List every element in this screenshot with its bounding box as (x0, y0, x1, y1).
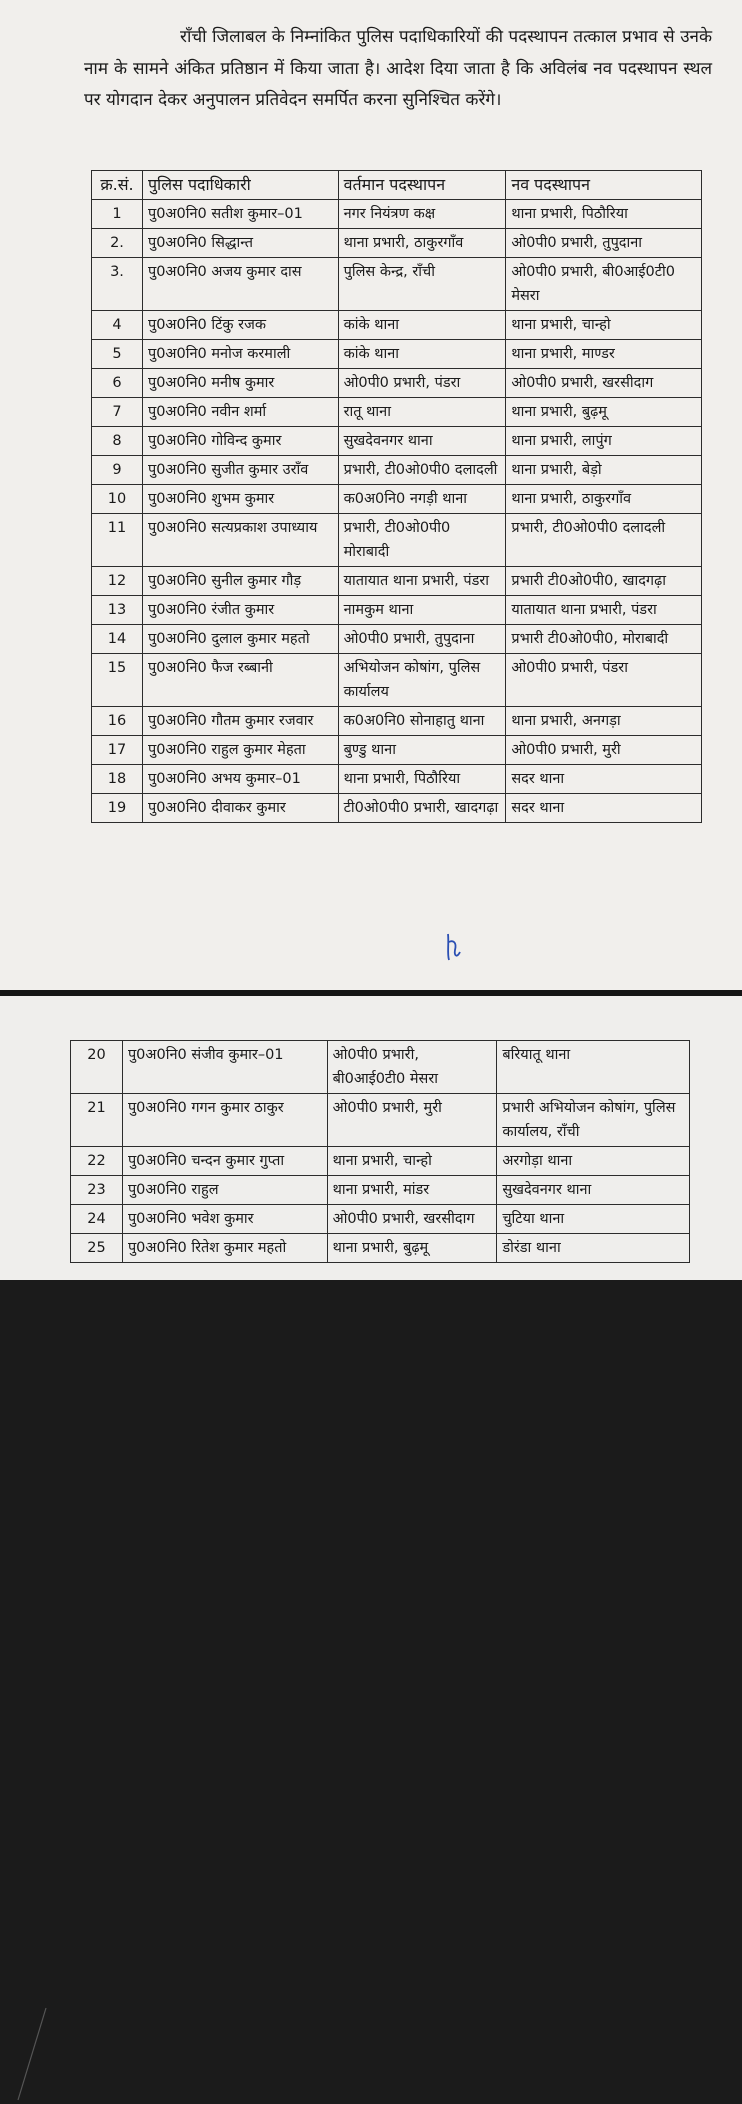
cell-officer: पु0अ0नि0 भवेश कुमार (122, 1205, 327, 1234)
table-row (92, 311, 702, 340)
header-current-posting: वर्तमान पदस्थापन (338, 171, 506, 200)
cell-current-posting: थाना प्रभारी, ठाकुरगाँव (338, 229, 506, 258)
table-row (71, 1234, 690, 1263)
cell-serial: 23 (71, 1176, 123, 1205)
document-page-2 (0, 996, 742, 1280)
cell-serial: 8 (92, 427, 143, 456)
cell-new-posting: ओ0पी0 प्रभारी, तुपुदाना (506, 229, 702, 258)
cell-new-posting: प्रभारी, टी0ओ0पी0 दलादली (506, 514, 702, 567)
cell-current-posting: थाना प्रभारी, बुढ़मू (327, 1234, 497, 1263)
cell-new-posting: प्रभारी टी0ओ0पी0, खादगढ़ा (506, 567, 702, 596)
cell-serial: 3. (92, 258, 143, 311)
signature-mark (443, 930, 463, 964)
cell-serial: 21 (71, 1094, 123, 1147)
cell-current-posting: ओ0पी0 प्रभारी, खरसीदाग (327, 1205, 497, 1234)
cell-new-posting: थाना प्रभारी, चान्हो (506, 311, 702, 340)
cell-officer: पु0अ0नि0 टिंकु रजक (142, 311, 338, 340)
table-row (71, 1041, 690, 1094)
cell-current-posting: थाना प्रभारी, चान्हो (327, 1147, 497, 1176)
cell-current-posting: नगर नियंत्रण कक्ष (338, 200, 506, 229)
cell-officer: पु0अ0नि0 दुलाल कुमार महतो (142, 625, 338, 654)
table-row (92, 514, 702, 567)
margin-pen-mark (12, 2004, 52, 2104)
intro-paragraph (84, 22, 712, 117)
table-row (92, 654, 702, 707)
cell-serial: 11 (92, 514, 143, 567)
cell-new-posting: ओ0पी0 प्रभारी, मुरी (506, 736, 702, 765)
header-new-posting: नव पदस्थापन (506, 171, 702, 200)
table-row (92, 596, 702, 625)
table-row (71, 1147, 690, 1176)
cell-serial: 1 (92, 200, 143, 229)
cell-current-posting: क0अ0नि0 सोनाहातु थाना (338, 707, 506, 736)
cell-officer: पु0अ0नि0 शुभम कुमार (142, 485, 338, 514)
cell-serial: 20 (71, 1041, 123, 1094)
cell-serial: 6 (92, 369, 143, 398)
cell-serial: 12 (92, 567, 143, 596)
cell-serial: 5 (92, 340, 143, 369)
cell-current-posting: सुखदेवनगर थाना (338, 427, 506, 456)
cell-current-posting: बुण्डु थाना (338, 736, 506, 765)
cell-new-posting: बरियातू थाना (497, 1041, 690, 1094)
cell-officer: पु0अ0नि0 गौतम कुमार रजवार (142, 707, 338, 736)
cell-officer: पु0अ0नि0 राहुल कुमार मेहता (142, 736, 338, 765)
cell-serial: 14 (92, 625, 143, 654)
cell-serial: 13 (92, 596, 143, 625)
table-row (92, 456, 702, 485)
cell-new-posting: थाना प्रभारी, अनगड़ा (506, 707, 702, 736)
cell-new-posting: डोरंडा थाना (497, 1234, 690, 1263)
cell-officer: पु0अ0नि0 मनोज करमाली (142, 340, 338, 369)
cell-serial: 16 (92, 707, 143, 736)
cell-serial: 19 (92, 794, 143, 823)
cell-new-posting: प्रभारी अभियोजन कोषांग, पुलिस कार्यालय, राँची (497, 1094, 690, 1147)
cell-officer: पु0अ0नि0 चन्दन कुमार गुप्ता (122, 1147, 327, 1176)
cell-serial: 2. (92, 229, 143, 258)
cell-serial: 9 (92, 456, 143, 485)
cell-serial: 24 (71, 1205, 123, 1234)
cell-new-posting: सुखदेवनगर थाना (497, 1176, 690, 1205)
cell-officer: पु0अ0नि0 मनीष कुमार (142, 369, 338, 398)
cell-serial: 15 (92, 654, 143, 707)
cell-new-posting: अरगोड़ा थाना (497, 1147, 690, 1176)
cell-current-posting: ओ0पी0 प्रभारी, मुरी (327, 1094, 497, 1147)
cell-serial: 18 (92, 765, 143, 794)
cell-officer: पु0अ0नि0 गोविन्द कुमार (142, 427, 338, 456)
cell-officer: पु0अ0नि0 राहुल (122, 1176, 327, 1205)
cell-new-posting: प्रभारी टी0ओ0पी0, मोराबादी (506, 625, 702, 654)
table-row (71, 1094, 690, 1147)
document-page-1 (0, 0, 742, 990)
posting-table (91, 170, 702, 823)
cell-current-posting: ओ0पी0 प्रभारी, पंडरा (338, 369, 506, 398)
cell-officer: पु0अ0नि0 सुनील कुमार गौड़ (142, 567, 338, 596)
cell-current-posting: यातायात थाना प्रभारी, पंडरा (338, 567, 506, 596)
table-row (92, 625, 702, 654)
intro-text: राँची जिलाबल के निम्नांकित पुलिस पदाधिकारियों की पदस्थापन तत्काल प्रभाव से उनके नाम के सामने अंकित प्रतिष्ठान में किया जाता है। आदेश दिया जाता है कि अविलंब नव पदस्थापन स्थल पर योगदान देकर अनुपालन प्रतिवेदन समर्पित करना सुनिश्चित करेंगे। (84, 27, 712, 110)
cell-new-posting: थाना प्रभारी, पिठौरिया (506, 200, 702, 229)
cell-current-posting: कांके थाना (338, 311, 506, 340)
cell-serial: 25 (71, 1234, 123, 1263)
cell-current-posting: थाना प्रभारी, पिठौरिया (338, 765, 506, 794)
table-header-row (92, 171, 702, 200)
cell-new-posting: थाना प्रभारी, बेड़ो (506, 456, 702, 485)
table-row (92, 794, 702, 823)
cell-officer: पु0अ0नि0 नवीन शर्मा (142, 398, 338, 427)
cell-current-posting: पुलिस केन्द्र, राँची (338, 258, 506, 311)
cell-officer: पु0अ0नि0 दीवाकर कुमार (142, 794, 338, 823)
cell-new-posting: सदर थाना (506, 765, 702, 794)
cell-current-posting: अभियोजन कोषांग, पुलिस कार्यालय (338, 654, 506, 707)
table-row (92, 340, 702, 369)
cell-serial: 10 (92, 485, 143, 514)
cell-current-posting: ओ0पी0 प्रभारी, तुपुदाना (338, 625, 506, 654)
header-serial: क्र.सं. (92, 171, 143, 200)
cell-serial: 22 (71, 1147, 123, 1176)
cell-current-posting: प्रभारी, टी0ओ0पी0 दलादली (338, 456, 506, 485)
cell-current-posting: ओ0पी0 प्रभारी, बी0आई0टी0 मेसरा (327, 1041, 497, 1094)
table-row (92, 736, 702, 765)
cell-serial: 7 (92, 398, 143, 427)
cell-officer: पु0अ0नि0 सत्यप्रकाश उपाध्याय (142, 514, 338, 567)
cell-new-posting: सदर थाना (506, 794, 702, 823)
cell-new-posting: थाना प्रभारी, लापुंग (506, 427, 702, 456)
cell-officer: पु0अ0नि0 रंजीत कुमार (142, 596, 338, 625)
table-row (92, 567, 702, 596)
cell-new-posting: ओ0पी0 प्रभारी, खरसीदाग (506, 369, 702, 398)
cell-new-posting: ओ0पी0 प्रभारी, बी0आई0टी0 मेसरा (506, 258, 702, 311)
table-row (92, 398, 702, 427)
cell-officer: पु0अ0नि0 सिद्धान्त (142, 229, 338, 258)
table-row (71, 1205, 690, 1234)
cell-officer: पु0अ0नि0 रितेश कुमार महतो (122, 1234, 327, 1263)
cell-officer: पु0अ0नि0 सतीश कुमार–01 (142, 200, 338, 229)
header-officer: पुलिस पदाधिकारी (142, 171, 338, 200)
cell-current-posting: क0अ0नि0 नगड़ी थाना (338, 485, 506, 514)
cell-officer: पु0अ0नि0 संजीव कुमार–01 (122, 1041, 327, 1094)
cell-new-posting: थाना प्रभारी, बुढ़मू (506, 398, 702, 427)
cell-officer: पु0अ0नि0 अजय कुमार दास (142, 258, 338, 311)
posting-table-continued (70, 1040, 690, 1263)
cell-serial: 17 (92, 736, 143, 765)
table-row (92, 200, 702, 229)
cell-current-posting: कांके थाना (338, 340, 506, 369)
cell-serial: 4 (92, 311, 143, 340)
cell-new-posting: ओ0पी0 प्रभारी, पंडरा (506, 654, 702, 707)
cell-new-posting: यातायात थाना प्रभारी, पंडरा (506, 596, 702, 625)
cell-officer: पु0अ0नि0 गगन कुमार ठाकुर (122, 1094, 327, 1147)
cell-current-posting: टी0ओ0पी0 प्रभारी, खादगढ़ा (338, 794, 506, 823)
cell-officer: पु0अ0नि0 अभय कुमार–01 (142, 765, 338, 794)
table-row (92, 707, 702, 736)
table-row (92, 229, 702, 258)
cell-current-posting: थाना प्रभारी, मांडर (327, 1176, 497, 1205)
table-row (92, 427, 702, 456)
cell-new-posting: थाना प्रभारी, ठाकुरगाँव (506, 485, 702, 514)
table-row (92, 485, 702, 514)
cell-current-posting: नामकुम थाना (338, 596, 506, 625)
cell-new-posting: चुटिया थाना (497, 1205, 690, 1234)
cell-new-posting: थाना प्रभारी, माण्डर (506, 340, 702, 369)
table-row (92, 258, 702, 311)
table-row (71, 1176, 690, 1205)
table-row (92, 765, 702, 794)
cell-current-posting: रातू थाना (338, 398, 506, 427)
cell-officer: पु0अ0नि0 सुजीत कुमार उराँव (142, 456, 338, 485)
table-row (92, 369, 702, 398)
cell-current-posting: प्रभारी, टी0ओ0पी0 मोराबादी (338, 514, 506, 567)
cell-officer: पु0अ0नि0 फैज रब्बानी (142, 654, 338, 707)
